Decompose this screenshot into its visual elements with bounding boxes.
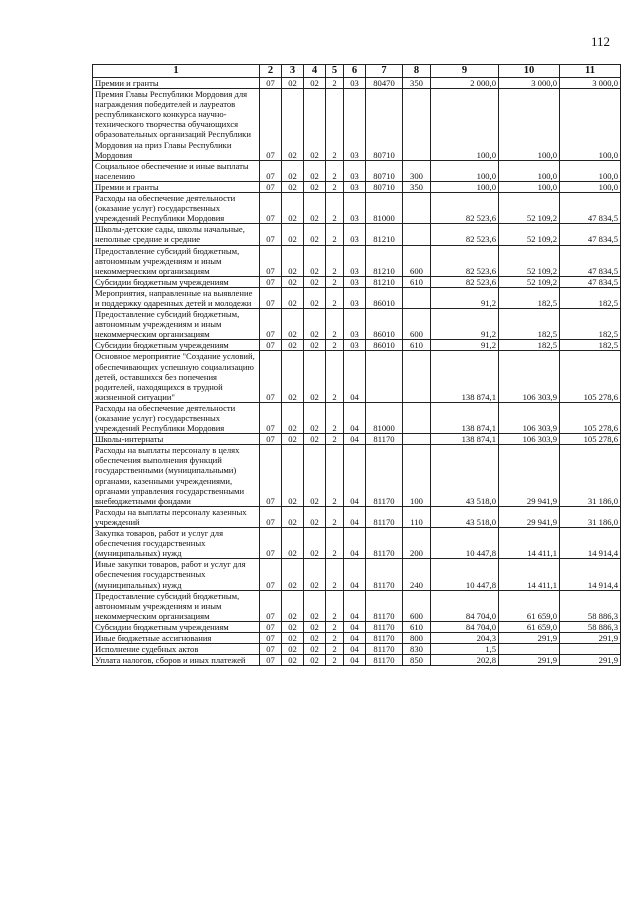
code-program: 02 [304, 89, 326, 161]
code-subprogram: 2 [326, 632, 344, 643]
code-subsection: 02 [282, 351, 304, 402]
row-name: Социальное обеспечение и иные выплаты населению [93, 160, 260, 181]
code-section: 07 [260, 160, 282, 181]
amount-year-2: 182,5 [499, 309, 560, 340]
code-program: 02 [304, 181, 326, 192]
code-subsection: 02 [282, 89, 304, 161]
col-5-header: 5 [326, 65, 344, 78]
amount-year-1: 84 704,0 [431, 621, 499, 632]
code-program: 02 [304, 224, 326, 245]
code-direction: 81170 [366, 655, 403, 666]
code-subprogram: 2 [326, 559, 344, 590]
code-subsection: 02 [282, 402, 304, 433]
code-event: 03 [344, 193, 366, 224]
amount-year-1: 91,2 [431, 287, 499, 308]
code-subsection: 02 [282, 506, 304, 527]
code-event: 04 [344, 621, 366, 632]
code-event: 04 [344, 632, 366, 643]
code-subprogram: 2 [326, 340, 344, 351]
code-event: 03 [344, 340, 366, 351]
row-name: Расходы на выплаты персоналу в целях обеспечения выполнения функций государственными (муниципальными) органами, казенными учреждениями, органами управления государственными внебюджетными фондами [93, 445, 260, 507]
code-program: 02 [304, 632, 326, 643]
code-program: 02 [304, 351, 326, 402]
code-direction: 80710 [366, 181, 403, 192]
amount-year-3: 47 834,5 [560, 224, 621, 245]
code-subsection: 02 [282, 309, 304, 340]
code-section: 07 [260, 434, 282, 445]
amount-year-2: 14 411,1 [499, 528, 560, 559]
amount-year-2: 29 941,9 [499, 506, 560, 527]
code-subprogram: 2 [326, 590, 344, 621]
code-section: 07 [260, 632, 282, 643]
code-direction: 81170 [366, 506, 403, 527]
budget-table [92, 64, 621, 666]
amount-year-2: 291,9 [499, 655, 560, 666]
amount-year-3: 105 278,6 [560, 434, 621, 445]
code-event: 03 [344, 309, 366, 340]
row-name: Основное мероприятие "Создание условий, обеспечивающих успешную социализацию детей, оставшихся без попечения родителей, находящихся в трудной жизненной ситуации" [93, 351, 260, 402]
amount-year-3: 100,0 [560, 89, 621, 161]
col-2-header: 2 [260, 65, 282, 78]
row-name: Расходы на выплаты персоналу казенных учреждений [93, 506, 260, 527]
code-subprogram: 2 [326, 224, 344, 245]
amount-year-2: 100,0 [499, 160, 560, 181]
code-direction: 86010 [366, 340, 403, 351]
code-program: 02 [304, 160, 326, 181]
col-4-header: 4 [304, 65, 326, 78]
table-row [93, 78, 621, 89]
code-subsection: 02 [282, 644, 304, 655]
row-name: Субсидии бюджетным учреждениям [93, 276, 260, 287]
row-name: Премия Главы Республики Мордовия для награждения победителей и лауреатов республиканского конкурса научно-технического творчества обучающихся образовательных организаций Республики Мордовия на приз Главы Республики Мордовия [93, 89, 260, 161]
code-subprogram: 2 [326, 309, 344, 340]
amount-year-1: 100,0 [431, 160, 499, 181]
amount-year-1: 2 000,0 [431, 78, 499, 89]
code-section: 07 [260, 655, 282, 666]
page-number: 112 [590, 34, 610, 49]
expense-type: 300 [403, 160, 431, 181]
code-program: 02 [304, 528, 326, 559]
table-row [93, 89, 621, 161]
amount-year-2: 29 941,9 [499, 445, 560, 507]
amount-year-2: 52 109,2 [499, 245, 560, 276]
amount-year-3: 100,0 [560, 160, 621, 181]
row-name: Премии и гранты [93, 181, 260, 192]
expense-type: 200 [403, 528, 431, 559]
expense-type: 600 [403, 309, 431, 340]
expense-type: 600 [403, 590, 431, 621]
amount-year-3: 31 186,0 [560, 445, 621, 507]
code-direction: 80710 [366, 160, 403, 181]
code-subsection: 02 [282, 528, 304, 559]
amount-year-3: 47 834,5 [560, 245, 621, 276]
amount-year-1: 10 447,8 [431, 559, 499, 590]
row-name: Школы-детские сады, школы начальные, неполные средние и средние [93, 224, 260, 245]
code-subsection: 02 [282, 655, 304, 666]
amount-year-2: 52 109,2 [499, 276, 560, 287]
code-direction: 81000 [366, 402, 403, 433]
expense-type [403, 402, 431, 433]
amount-year-2: 100,0 [499, 89, 560, 161]
row-name: Премии и гранты [93, 78, 260, 89]
amount-year-1: 91,2 [431, 340, 499, 351]
code-subprogram: 2 [326, 621, 344, 632]
code-event: 04 [344, 506, 366, 527]
code-section: 07 [260, 340, 282, 351]
code-subsection: 02 [282, 224, 304, 245]
code-event: 03 [344, 276, 366, 287]
table-row [93, 402, 621, 433]
code-section: 07 [260, 224, 282, 245]
amount-year-1: 10 447,8 [431, 528, 499, 559]
amount-year-1: 138 874,1 [431, 351, 499, 402]
code-subprogram: 2 [326, 193, 344, 224]
code-program: 02 [304, 193, 326, 224]
code-subsection: 02 [282, 445, 304, 507]
code-section: 07 [260, 181, 282, 192]
code-subprogram: 2 [326, 287, 344, 308]
col-8-header: 8 [403, 65, 431, 78]
code-subsection: 02 [282, 276, 304, 287]
table-row [93, 193, 621, 224]
amount-year-2: 52 109,2 [499, 224, 560, 245]
code-direction [366, 351, 403, 402]
code-subsection: 02 [282, 340, 304, 351]
code-program: 02 [304, 445, 326, 507]
code-subprogram: 2 [326, 644, 344, 655]
amount-year-2: 182,5 [499, 340, 560, 351]
expense-type [403, 287, 431, 308]
code-subprogram: 2 [326, 528, 344, 559]
amount-year-1: 138 874,1 [431, 434, 499, 445]
code-program: 02 [304, 340, 326, 351]
amount-year-3: 47 834,5 [560, 276, 621, 287]
amount-year-2: 100,0 [499, 181, 560, 192]
amount-year-1: 204,3 [431, 632, 499, 643]
table-row [93, 655, 621, 666]
code-program: 02 [304, 655, 326, 666]
row-name: Субсидии бюджетным учреждениям [93, 340, 260, 351]
code-subsection: 02 [282, 181, 304, 192]
code-direction: 81170 [366, 644, 403, 655]
row-name: Уплата налогов, сборов и иных платежей [93, 655, 260, 666]
col-6-header: 6 [344, 65, 366, 78]
code-section: 07 [260, 559, 282, 590]
expense-type [403, 193, 431, 224]
code-section: 07 [260, 506, 282, 527]
expense-type: 800 [403, 632, 431, 643]
code-event: 04 [344, 590, 366, 621]
code-subprogram: 2 [326, 445, 344, 507]
code-subsection: 02 [282, 590, 304, 621]
amount-year-2: 52 109,2 [499, 193, 560, 224]
code-direction: 81210 [366, 224, 403, 245]
amount-year-1: 91,2 [431, 309, 499, 340]
expense-type [403, 434, 431, 445]
amount-year-1: 82 523,6 [431, 193, 499, 224]
row-name: Предоставление субсидий бюджетным, автономным учреждениям и иным некоммерческим организациям [93, 590, 260, 621]
amount-year-3: 182,5 [560, 340, 621, 351]
amount-year-1: 82 523,6 [431, 245, 499, 276]
code-section: 07 [260, 621, 282, 632]
col-9-header: 9 [431, 65, 499, 78]
code-program: 02 [304, 78, 326, 89]
row-name: Школы-интернаты [93, 434, 260, 445]
table-row [93, 621, 621, 632]
amount-year-2: 106 303,9 [499, 402, 560, 433]
code-direction: 81170 [366, 590, 403, 621]
expense-type [403, 351, 431, 402]
code-section: 07 [260, 193, 282, 224]
code-event: 04 [344, 434, 366, 445]
expense-type: 830 [403, 644, 431, 655]
code-subsection: 02 [282, 559, 304, 590]
code-program: 02 [304, 276, 326, 287]
table-row [93, 590, 621, 621]
code-section: 07 [260, 590, 282, 621]
code-event: 04 [344, 445, 366, 507]
amount-year-1: 43 518,0 [431, 445, 499, 507]
code-program: 02 [304, 644, 326, 655]
row-name: Закупка товаров, работ и услуг для обеспечения государственных (муниципальных) нужд [93, 528, 260, 559]
amount-year-2: 61 659,0 [499, 621, 560, 632]
code-event: 04 [344, 559, 366, 590]
expense-type: 240 [403, 559, 431, 590]
amount-year-3 [560, 644, 621, 655]
code-program: 02 [304, 621, 326, 632]
code-section: 07 [260, 309, 282, 340]
code-program: 02 [304, 309, 326, 340]
code-section: 07 [260, 445, 282, 507]
table-row [93, 351, 621, 402]
code-direction: 80470 [366, 78, 403, 89]
amount-year-3: 105 278,6 [560, 351, 621, 402]
amount-year-2: 14 411,1 [499, 559, 560, 590]
code-event: 04 [344, 644, 366, 655]
code-direction: 81170 [366, 559, 403, 590]
code-direction: 86010 [366, 287, 403, 308]
code-subprogram: 2 [326, 160, 344, 181]
amount-year-2: 182,5 [499, 287, 560, 308]
code-section: 07 [260, 351, 282, 402]
expense-type [403, 89, 431, 161]
amount-year-3: 47 834,5 [560, 193, 621, 224]
code-event: 03 [344, 287, 366, 308]
code-section: 07 [260, 89, 282, 161]
amount-year-3: 182,5 [560, 309, 621, 340]
code-subprogram: 2 [326, 78, 344, 89]
code-section: 07 [260, 78, 282, 89]
expense-type: 600 [403, 245, 431, 276]
code-program: 02 [304, 287, 326, 308]
amount-year-1: 138 874,1 [431, 402, 499, 433]
code-direction: 86010 [366, 309, 403, 340]
amount-year-1: 100,0 [431, 89, 499, 161]
table-row [93, 644, 621, 655]
code-program: 02 [304, 245, 326, 276]
col-10-header: 10 [499, 65, 560, 78]
amount-year-1: 100,0 [431, 181, 499, 192]
table-row [93, 632, 621, 643]
code-program: 02 [304, 402, 326, 433]
code-program: 02 [304, 434, 326, 445]
row-name: Расходы на обеспечение деятельности (оказание услуг) государственных учреждений Республики Мордовия [93, 402, 260, 433]
col-3-header: 3 [282, 65, 304, 78]
code-section: 07 [260, 276, 282, 287]
code-subprogram: 2 [326, 245, 344, 276]
table-row [93, 224, 621, 245]
code-subprogram: 2 [326, 434, 344, 445]
code-subprogram: 2 [326, 89, 344, 161]
table-row [93, 528, 621, 559]
code-direction: 81210 [366, 245, 403, 276]
amount-year-2: 106 303,9 [499, 434, 560, 445]
table-row [93, 506, 621, 527]
code-direction: 81210 [366, 276, 403, 287]
amount-year-2 [499, 644, 560, 655]
code-subsection: 02 [282, 632, 304, 643]
code-program: 02 [304, 590, 326, 621]
amount-year-3: 14 914,4 [560, 559, 621, 590]
code-event: 03 [344, 160, 366, 181]
amount-year-3: 58 886,3 [560, 590, 621, 621]
amount-year-1: 43 518,0 [431, 506, 499, 527]
code-direction: 81170 [366, 632, 403, 643]
table-row [93, 160, 621, 181]
table-row [93, 434, 621, 445]
table-row [93, 559, 621, 590]
amount-year-1: 84 704,0 [431, 590, 499, 621]
amount-year-3: 31 186,0 [560, 506, 621, 527]
expense-type: 100 [403, 445, 431, 507]
code-direction: 81170 [366, 434, 403, 445]
code-subsection: 02 [282, 78, 304, 89]
code-subsection: 02 [282, 160, 304, 181]
row-name: Иные бюджетные ассигнования [93, 632, 260, 643]
amount-year-1: 82 523,6 [431, 276, 499, 287]
code-event: 03 [344, 181, 366, 192]
amount-year-3: 182,5 [560, 287, 621, 308]
code-event: 03 [344, 245, 366, 276]
code-subprogram: 2 [326, 181, 344, 192]
code-subsection: 02 [282, 193, 304, 224]
code-event: 03 [344, 89, 366, 161]
col-11-header: 11 [560, 65, 621, 78]
code-direction: 81170 [366, 445, 403, 507]
row-name: Предоставление субсидий бюджетным, автономным учреждениям и иным некоммерческим организациям [93, 309, 260, 340]
code-direction: 81170 [366, 528, 403, 559]
amount-year-3: 291,9 [560, 632, 621, 643]
table-row [93, 245, 621, 276]
amount-year-3: 105 278,6 [560, 402, 621, 433]
code-event: 03 [344, 78, 366, 89]
amount-year-3: 291,9 [560, 655, 621, 666]
amount-year-3: 3 000,0 [560, 78, 621, 89]
expense-type: 110 [403, 506, 431, 527]
row-name: Мероприятия, направленные на выявление и поддержку одаренных детей и молодежи [93, 287, 260, 308]
code-direction: 81000 [366, 193, 403, 224]
row-name: Иные закупки товаров, работ и услуг для обеспечения государственных (муниципальных) нужд [93, 559, 260, 590]
code-subprogram: 2 [326, 351, 344, 402]
amount-year-2: 61 659,0 [499, 590, 560, 621]
row-name: Исполнение судебных актов [93, 644, 260, 655]
row-name: Субсидии бюджетным учреждениям [93, 621, 260, 632]
code-section: 07 [260, 402, 282, 433]
code-event: 04 [344, 655, 366, 666]
expense-type: 610 [403, 276, 431, 287]
amount-year-2: 291,9 [499, 632, 560, 643]
code-program: 02 [304, 506, 326, 527]
code-subsection: 02 [282, 287, 304, 308]
code-section: 07 [260, 245, 282, 276]
header-row [93, 65, 621, 78]
code-subsection: 02 [282, 434, 304, 445]
code-subsection: 02 [282, 245, 304, 276]
amount-year-1: 202,8 [431, 655, 499, 666]
code-subprogram: 2 [326, 402, 344, 433]
table-row [93, 340, 621, 351]
expense-type: 610 [403, 340, 431, 351]
code-subprogram: 2 [326, 276, 344, 287]
code-event: 04 [344, 351, 366, 402]
code-section: 07 [260, 644, 282, 655]
expense-type: 350 [403, 181, 431, 192]
col-name-header: 1 [93, 65, 260, 78]
table-row [93, 445, 621, 507]
table-row [93, 309, 621, 340]
code-subprogram: 2 [326, 655, 344, 666]
expense-type [403, 224, 431, 245]
table-row [93, 287, 621, 308]
expense-type: 610 [403, 621, 431, 632]
amount-year-1: 1,5 [431, 644, 499, 655]
amount-year-2: 3 000,0 [499, 78, 560, 89]
code-section: 07 [260, 287, 282, 308]
row-name: Предоставление субсидий бюджетным, автономным учреждениям и иным некоммерческим организациям [93, 245, 260, 276]
amount-year-2: 106 303,9 [499, 351, 560, 402]
code-program: 02 [304, 559, 326, 590]
amount-year-1: 82 523,6 [431, 224, 499, 245]
row-name: Расходы на обеспечение деятельности (оказание услуг) государственных учреждений Республики Мордовия [93, 193, 260, 224]
code-subsection: 02 [282, 621, 304, 632]
amount-year-3: 14 914,4 [560, 528, 621, 559]
amount-year-3: 58 886,3 [560, 621, 621, 632]
code-section: 07 [260, 528, 282, 559]
code-event: 03 [344, 224, 366, 245]
code-direction: 80710 [366, 89, 403, 161]
col-7-header: 7 [366, 65, 403, 78]
expense-type: 850 [403, 655, 431, 666]
code-event: 04 [344, 402, 366, 433]
table-row [93, 181, 621, 192]
table-body [93, 78, 621, 666]
expense-type: 350 [403, 78, 431, 89]
code-event: 04 [344, 528, 366, 559]
amount-year-3: 100,0 [560, 181, 621, 192]
table-row [93, 276, 621, 287]
code-direction: 81170 [366, 621, 403, 632]
code-subprogram: 2 [326, 506, 344, 527]
